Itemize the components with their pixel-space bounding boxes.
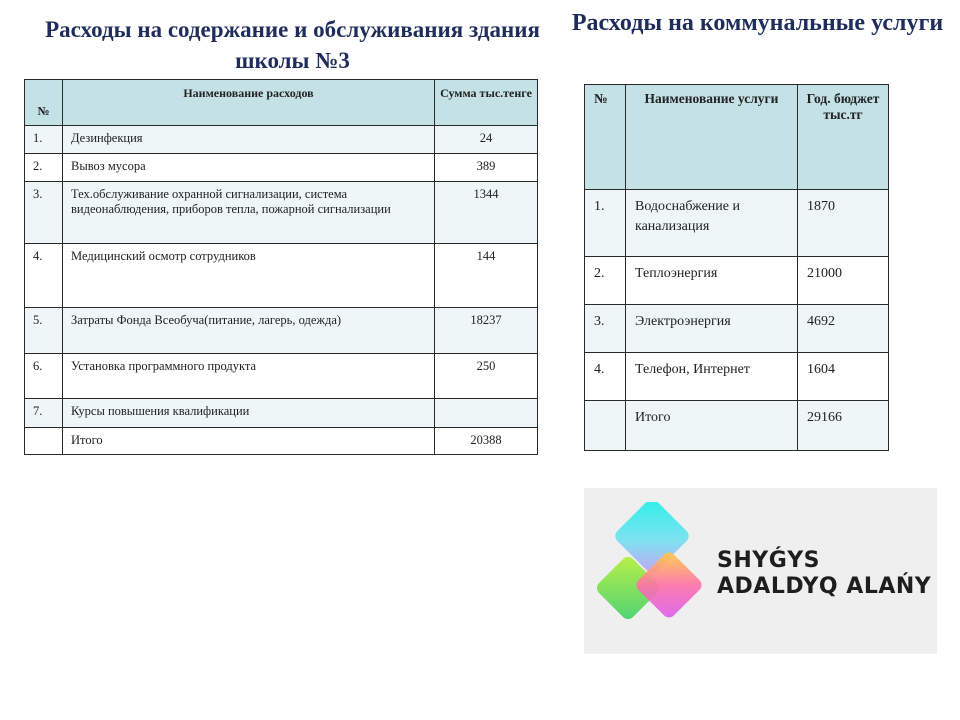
header-num: № (585, 85, 626, 190)
header-name: Наименование услуги (626, 85, 798, 190)
table-header-row (25, 80, 538, 126)
table-row (585, 305, 889, 353)
row-name: Тех.обслуживание охранной сигнализации, система видеонаблюдения, приборов тепла, пожарной сигнализации (63, 182, 435, 244)
row-sum: 144 (435, 244, 538, 308)
right-table-title: Расходы на коммунальные услуги (571, 10, 944, 36)
row-name: Медицинский осмотр сотрудников (63, 244, 435, 308)
row-name: Телефон, Интернет (626, 353, 798, 401)
row-name: Теплоэнергия (626, 257, 798, 305)
row-budget: 21000 (798, 257, 889, 305)
table-row (25, 182, 538, 244)
total-num (25, 428, 63, 455)
row-name: Затраты Фонда Всеобуча(питание, лагерь, одежда) (63, 308, 435, 354)
table-row (25, 308, 538, 354)
header-budget: Год. бюджет тыс.тг (798, 85, 889, 190)
row-num: 2. (585, 257, 626, 305)
table-header-row (585, 85, 889, 190)
row-budget: 4692 (798, 305, 889, 353)
total-sum: 20388 (435, 428, 538, 455)
header-sum: Сумма тыс.тенге (435, 80, 538, 126)
table-row (25, 354, 538, 399)
diamond-squares-logo-icon (596, 502, 708, 636)
maintenance-expenses-table (24, 79, 538, 455)
header-name: Наименование расходов (63, 80, 435, 126)
table-row (25, 126, 538, 154)
row-sum: 250 (435, 354, 538, 399)
table-row (25, 399, 538, 428)
row-sum: 18237 (435, 308, 538, 354)
row-num: 2. (25, 154, 63, 182)
table-row (585, 353, 889, 401)
row-num: 4. (585, 353, 626, 401)
header-num: № (25, 80, 63, 126)
row-name: Установка программного продукта (63, 354, 435, 399)
logo-line-1: SHYǴYS (717, 548, 821, 573)
row-name: Вывоз мусора (63, 154, 435, 182)
table-total-row (25, 428, 538, 455)
row-num: 6. (25, 354, 63, 399)
table-row (25, 244, 538, 308)
row-sum: 389 (435, 154, 538, 182)
row-name: Водоснабжение и канализация (626, 190, 798, 257)
total-label: Итого (63, 428, 435, 455)
row-num: 3. (25, 182, 63, 244)
row-num: 1. (25, 126, 63, 154)
logo-panel (584, 488, 937, 654)
table-total-row (585, 401, 889, 451)
total-budget: 29166 (798, 401, 889, 451)
logo-wordmark (717, 548, 931, 600)
row-num: 3. (585, 305, 626, 353)
row-budget: 1604 (798, 353, 889, 401)
row-sum: 1344 (435, 182, 538, 244)
left-table-title: Расходы на содержание и обслуживания здания школы №3 (45, 17, 540, 73)
row-name: Электроэнергия (626, 305, 798, 353)
row-sum: 24 (435, 126, 538, 154)
row-num: 7. (25, 399, 63, 428)
total-label: Итого (626, 401, 798, 451)
row-sum (435, 399, 538, 428)
table-row (585, 257, 889, 305)
row-name: Дезинфекция (63, 126, 435, 154)
total-num (585, 401, 626, 451)
row-num: 4. (25, 244, 63, 308)
row-name: Курсы повышения квалификации (63, 399, 435, 428)
row-num: 1. (585, 190, 626, 257)
utilities-expenses-table (584, 84, 889, 451)
table-row (585, 190, 889, 257)
row-budget: 1870 (798, 190, 889, 257)
logo-line-2: ADALDYQ ALAŃY (717, 574, 932, 599)
row-num: 5. (25, 308, 63, 354)
table-row (25, 154, 538, 182)
